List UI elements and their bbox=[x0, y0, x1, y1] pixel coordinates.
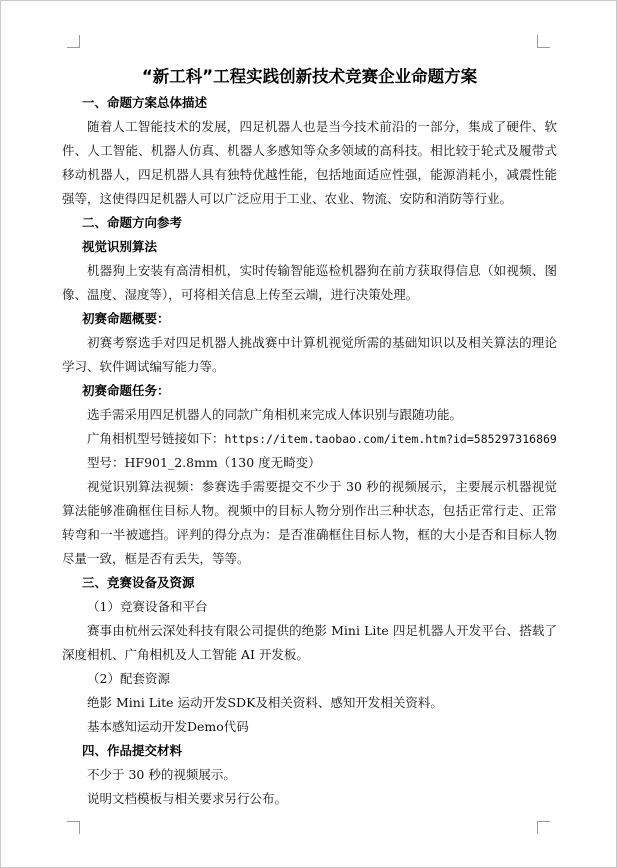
equipment-item-1: （1）竞赛设备和平台 bbox=[87, 599, 208, 614]
crop-mark-bottom-left bbox=[67, 821, 80, 834]
crop-mark-bottom-right bbox=[537, 821, 550, 834]
equipment-item-2: （2）配套资源 bbox=[87, 671, 170, 686]
resource-line-2: 基本感知运动开发Demo代码 bbox=[87, 719, 249, 734]
section-1-heading: 一、命题方案总体描述 bbox=[82, 95, 208, 110]
equipment-paragraph: 赛事由杭州云深处科技有限公司提供的绝影 Mini Lite 四足机器人开发平台、搭载了深度相机、广角相机及人工智能 AI 开发板。 bbox=[62, 623, 557, 662]
crop-mark-top-left bbox=[67, 35, 80, 48]
camera-model-line bbox=[62, 451, 557, 475]
document-title: “新工科”工程实践创新技术竞赛企业命题方案 bbox=[141, 67, 478, 86]
video-requirement-paragraph: 视觉识别算法视频：参赛选手需要提交不少于 30 秒的视频展示，主要展示机器视觉算法能够准确框住目标人物。视频中的目标人物分别作出三种状态，包括正常行走、正常转弯和一半被遮挡。评判的得分点为：是否准确框住目标人物，框的大小是否和目标人物尽量一致，框是否有丢失，等等。 bbox=[62, 479, 557, 566]
preliminary-summary-paragraph: 初赛考察选手对四足机器人挑战赛中计算机视觉所需的基础知识以及相关算法的理论学习、软件调试编写能力等。 bbox=[62, 335, 557, 374]
vision-paragraph: 机器狗上安装有高清相机，实时传输智能巡检机器狗在前方获取得信息（如视频、图像、温度、湿度等），可将相关信息上传至云端，进行决策处理。 bbox=[62, 263, 557, 302]
section-3-heading: 三、竞赛设备及资源 bbox=[82, 575, 195, 590]
camera-model-label: 型号： bbox=[87, 455, 125, 470]
section-1-paragraph: 随着人工智能技术的发展，四足机器人也是当今技术前沿的一部分，集成了硬件、软件、人工智能、机器人仿真、机器人多感知等众多领域的高科技。相比较于轮式及履带式移动机器人，四足机器人具有独特优越性能，包括地面适应性强，能源消耗小，减震性能强等，这使得四足机器人可以广泛应用于工业、农业、物流、安防和消防等行业。 bbox=[62, 119, 557, 206]
document-body bbox=[62, 65, 557, 811]
resource-line-1: 绝影 Mini Lite 运动开发SDK及相关资料、感知开发相关资料。 bbox=[87, 695, 443, 710]
subheading-vision-algorithm: 视觉识别算法 bbox=[82, 239, 158, 254]
camera-link-label: 广角相机型号链接如下： bbox=[87, 431, 225, 446]
camera-link-line bbox=[62, 427, 557, 451]
preliminary-task-paragraph: 选手需采用四足机器人的同款广角相机来完成人体识别与跟随功能。 bbox=[87, 407, 463, 422]
submission-line-1: 不少于 30 秒的视频展示。 bbox=[87, 767, 236, 782]
section-4-heading: 四、作品提交材料 bbox=[82, 743, 183, 758]
camera-link-url[interactable]: https://item.taobao.com/item.htm?id=585297316869 bbox=[224, 432, 557, 446]
camera-model-value: HF901_2.8mm（130 度无畸变） bbox=[124, 455, 321, 470]
submission-line-2: 说明文档模板与相关要求另行公布。 bbox=[87, 791, 288, 806]
subheading-preliminary-task: 初赛命题任务： bbox=[82, 383, 170, 398]
crop-mark-top-right bbox=[537, 35, 550, 48]
subheading-preliminary-summary: 初赛命题概要： bbox=[82, 311, 170, 326]
section-2-heading: 二、命题方向参考 bbox=[82, 215, 183, 230]
